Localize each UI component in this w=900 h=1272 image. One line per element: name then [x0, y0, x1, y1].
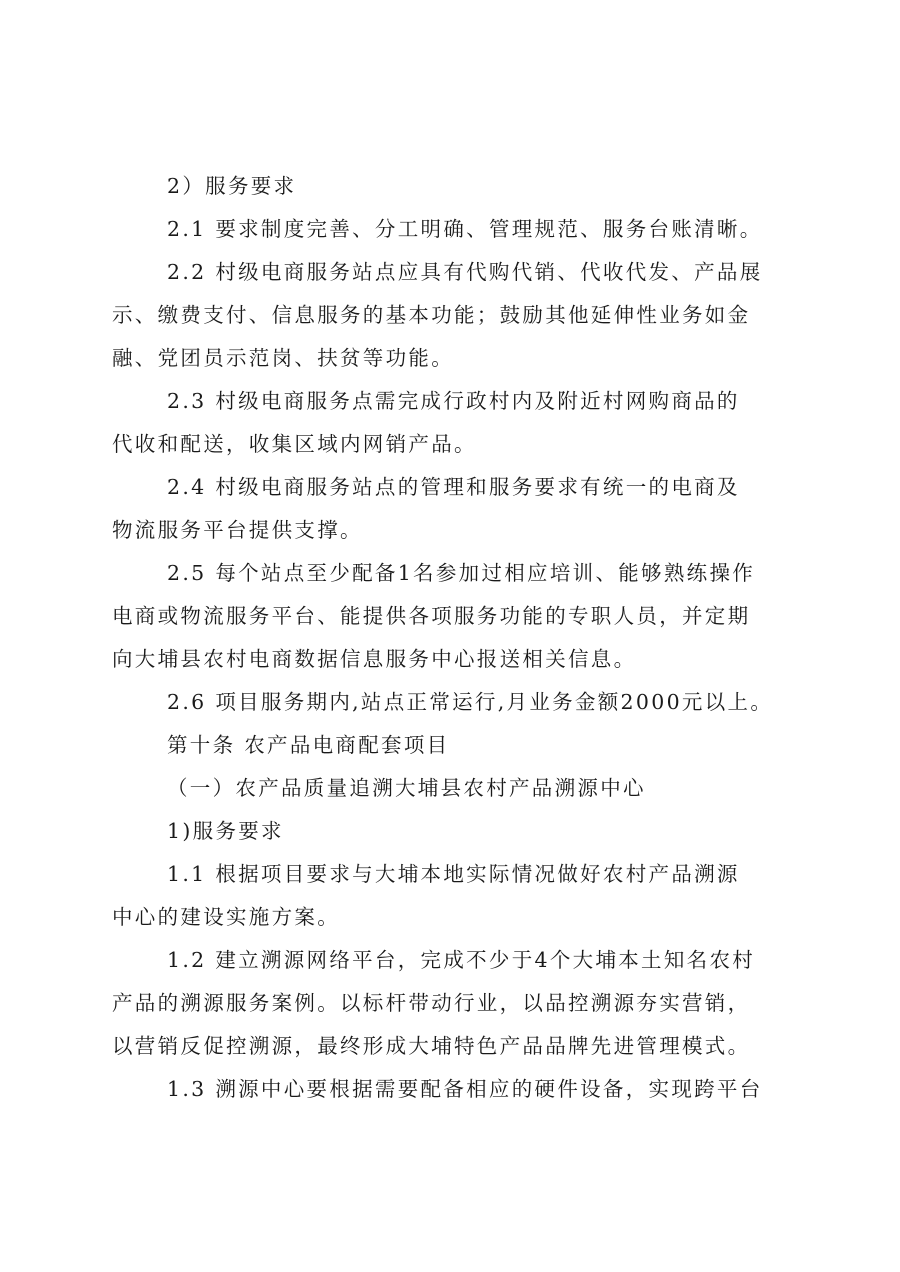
paragraph-line: 融、党团员示范岗、扶贫等功能。 — [112, 346, 454, 370]
paragraph-line: 2.4 村级电商服务站点的管理和服务要求有统一的电商及 — [167, 475, 740, 499]
subsection-heading: （一）农产品质量追溯大埔县农村产品溯源中心 — [167, 776, 646, 800]
section-heading-service-requirements-2: 1)服务要求 — [167, 819, 284, 843]
paragraph-line: 示、缴费支付、信息服务的基本功能；鼓励其他延伸性业务如金 — [112, 303, 751, 327]
section-heading-service-requirements: 2）服务要求 — [167, 174, 297, 198]
paragraph-line: 2.3 村级电商服务点需完成行政村内及附近村网购商品的 — [167, 389, 740, 413]
article-heading: 第十条 农产品电商配套项目 — [167, 733, 450, 757]
paragraph-line: 1.2 建立溯源网络平台，完成不少于4个大埔本土知名农村 — [167, 948, 756, 972]
paragraph-line: 电商或物流服务平台、能提供各项服务功能的专职人员，并定期 — [112, 604, 751, 628]
paragraph-line: 中心的建设实施方案。 — [112, 905, 340, 929]
paragraph-line: 物流服务平台提供支撑。 — [112, 518, 363, 542]
paragraph-line: 2.1 要求制度完善、分工明确、管理规范、服务台账清晰。 — [167, 217, 763, 241]
paragraph-line: 向大埔县农村电商数据信息服务中心报送相关信息。 — [112, 647, 637, 671]
paragraph-line: 2.5 每个站点至少配备1名参加过相应培训、能够熟练操作 — [167, 561, 756, 585]
paragraph-line: 以营销反促控溯源，最终形成大埔特色产品品牌先进管理模式。 — [112, 1034, 751, 1058]
paragraph-line: 产品的溯源服务案例。以标杆带动行业，以品控溯源夯实营销， — [112, 991, 751, 1015]
paragraph-line: 1.1 根据项目要求与大埔本地实际情况做好农村产品溯源 — [167, 862, 740, 886]
paragraph-line: 代收和配送，收集区域内网销产品。 — [112, 432, 477, 456]
paragraph-line: 2.2 村级电商服务站点应具有代购代销、代收代发、产品展 — [167, 260, 763, 284]
paragraph-line: 1.3 溯源中心要根据需要配备相应的硬件设备，实现跨平台 — [167, 1077, 763, 1101]
paragraph-line: 2.6 项目服务期内,站点正常运行,月业务金额2000元以上。 — [167, 690, 774, 714]
